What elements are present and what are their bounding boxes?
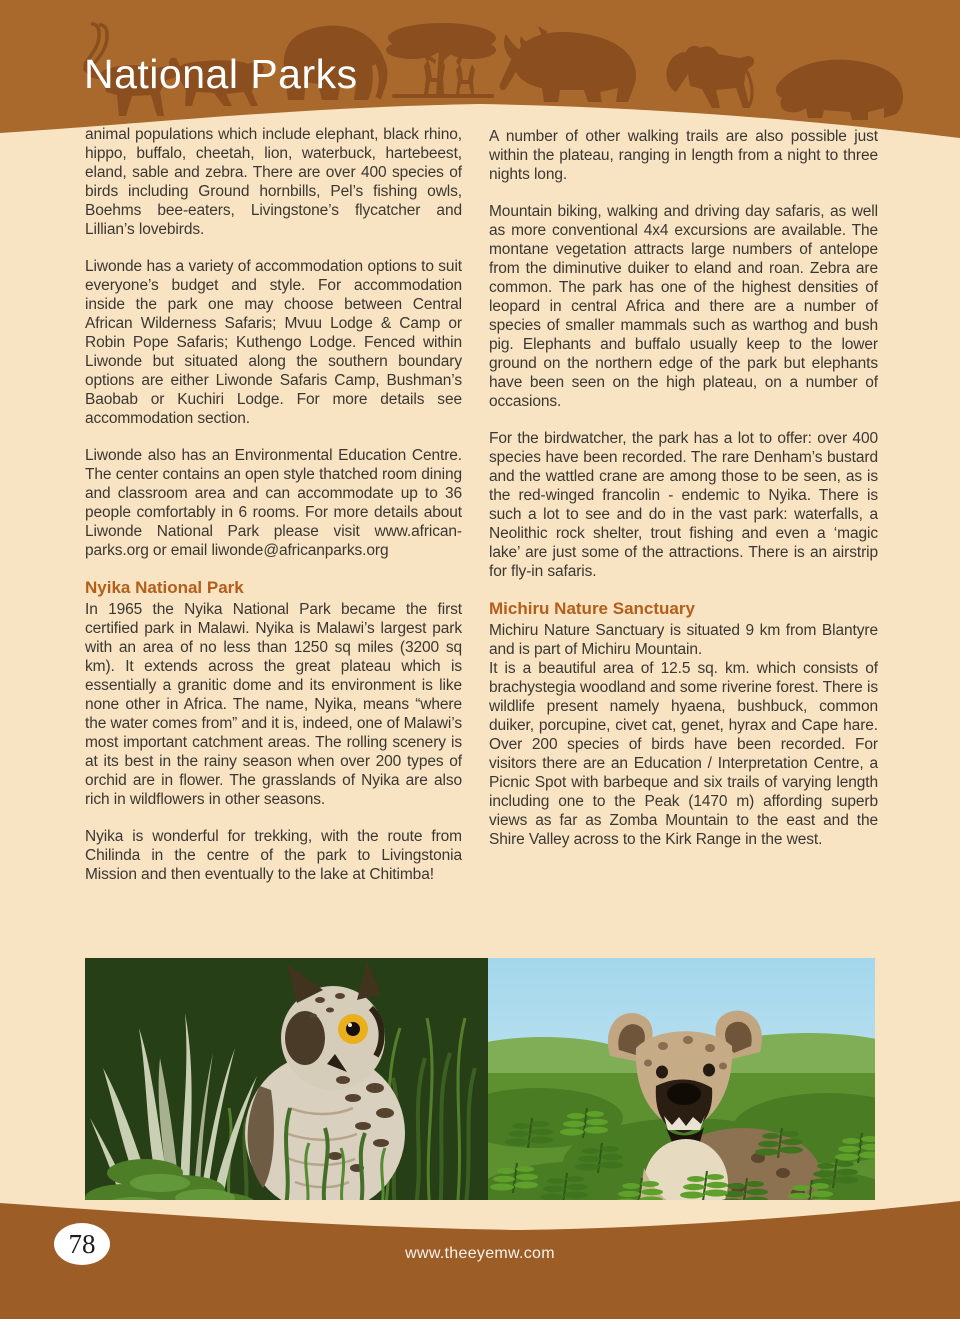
page-number: 78 [68,1228,96,1259]
section-heading-michiru: Michiru Nature Sanctuary [489,599,695,618]
paragraph-nyika-trekking: Nyika is wonderful for trekking, with the route from Chilinda in the centre of the park to Livingstonia Mission and then eventually to the lake at Chitimba! [85,828,462,883]
website-url: www.theeyemw.com [405,1245,555,1262]
paragraph-birdwatcher: For the birdwatcher, the park has a lot to offer: over 400 species have been recorded. The rare Denham’s bustard and the wattled crane are among those to be seen, as is the red-winged francolin - endemic to Nyika. There is such a lot to see and do in the vast park: waterfalls, a Neolithic rock shelter, trout fishing and even a ‘magic lake’ are just some of the attractions. There is an airstrip for fly-in safaris. [489,430,878,580]
left-column [85,125,462,884]
paragraph-nyika-overview: In 1965 the Nyika National Park became the first certified park in Malawi. Nyika is Malawi’s largest park with an area of no less than 1250 sq miles (3200 sq km). It extends across the great plateau which is essentially a granitic dome and its environment is like none other in Africa. The name, Nyika, means “where the water comes from” and it is, indeed, one of Malawi’s most important catchment areas. The rolling scenery is at its best in the rainy season when over 200 types of orchid are in flower. The grasslands of Nyika are also rich in wildflowers in other seasons. [85,601,462,808]
paragraph-walking-trails: A number of other walking trails are also possible just within the plateau, ranging in length from a night to three nights long. [489,128,878,183]
right-column [489,127,878,849]
hyena-photo [488,958,875,1211]
section-heading-nyika: Nyika National Park [85,578,244,597]
paragraph-michiru-location: Michiru Nature Sanctuary is situated 9 km from Blantyre and is part of Michiru Mountain. [489,622,878,658]
paragraph-animal-populations: animal populations which include elephant, black rhino, hippo, buffalo, cheetah, lion, waterbuck, hartebeest, eland, sable and zebra. There are over 400 species of birds including Ground hornbills, Pel’s fishing owls, Boehms bee-eaters, Livingstone’s flycatcher and Lillian’s lovebirds. [85,126,462,238]
owl-photo [85,958,488,1211]
paragraph-liwonde-accommodation: Liwonde has a variety of accommodation options to suit everyone’s budget and style. For accommodation inside the park one may choose between Central African Wilderness Safaris; Mvuu Lodge & Camp or Robin Pope Safaris; Kuthengo Lodge. Fenced within Liwonde but situated along the southern boundary options are either Liwonde Safaris Camp, Bushman’s Baobab or Kuchiri Lodge. For more details see accommodation section. [85,258,462,427]
paragraph-michiru-wildlife: It is a beautiful area of 12.5 sq. km. which consists of brachystegia woodland and some riverine forest. There is wildlife present namely hyaena, bushbuck, common duiker, porcupine, civet cat, genet, hyrax and Cape hare. Over 200 species of birds have been recorded. For visitors there are an Education / Interpretation Centre, a Picnic Spot with barbeque and six trails of varying length including one to the Peak (1470 m) affording superb views as far as Zomba Mountain to the east and the Shire Valley across to the Kirk Range in the west. [489,660,878,848]
paragraph-mountain-biking: Mountain biking, walking and driving day safaris, as well as more conventional 4x4 excursions are available. The montane vegetation attracts large numbers of antelope from the diminutive duiker to eland and roan. Zebra are common. The park has one of the highest densities of leopard in central Africa and there are a number of species of smaller mammals such as warthog and bush pig. Elephants and buffalo usually keep to the lower ground on the northern edge of the park but elephants have been seen on the high plateau, on a number of occasions. [489,203,878,410]
page-title: National Parks [84,51,358,97]
paragraph-liwonde-education-centre: Liwonde also has an Environmental Education Centre. The center contains an open style thatched room dining and classroom area and can accommodate up to 36 people comfortably in 6 rooms. For more details about Liwonde National Park please visit www.african-parks.org or email liwonde@africanparks.org [85,447,462,559]
